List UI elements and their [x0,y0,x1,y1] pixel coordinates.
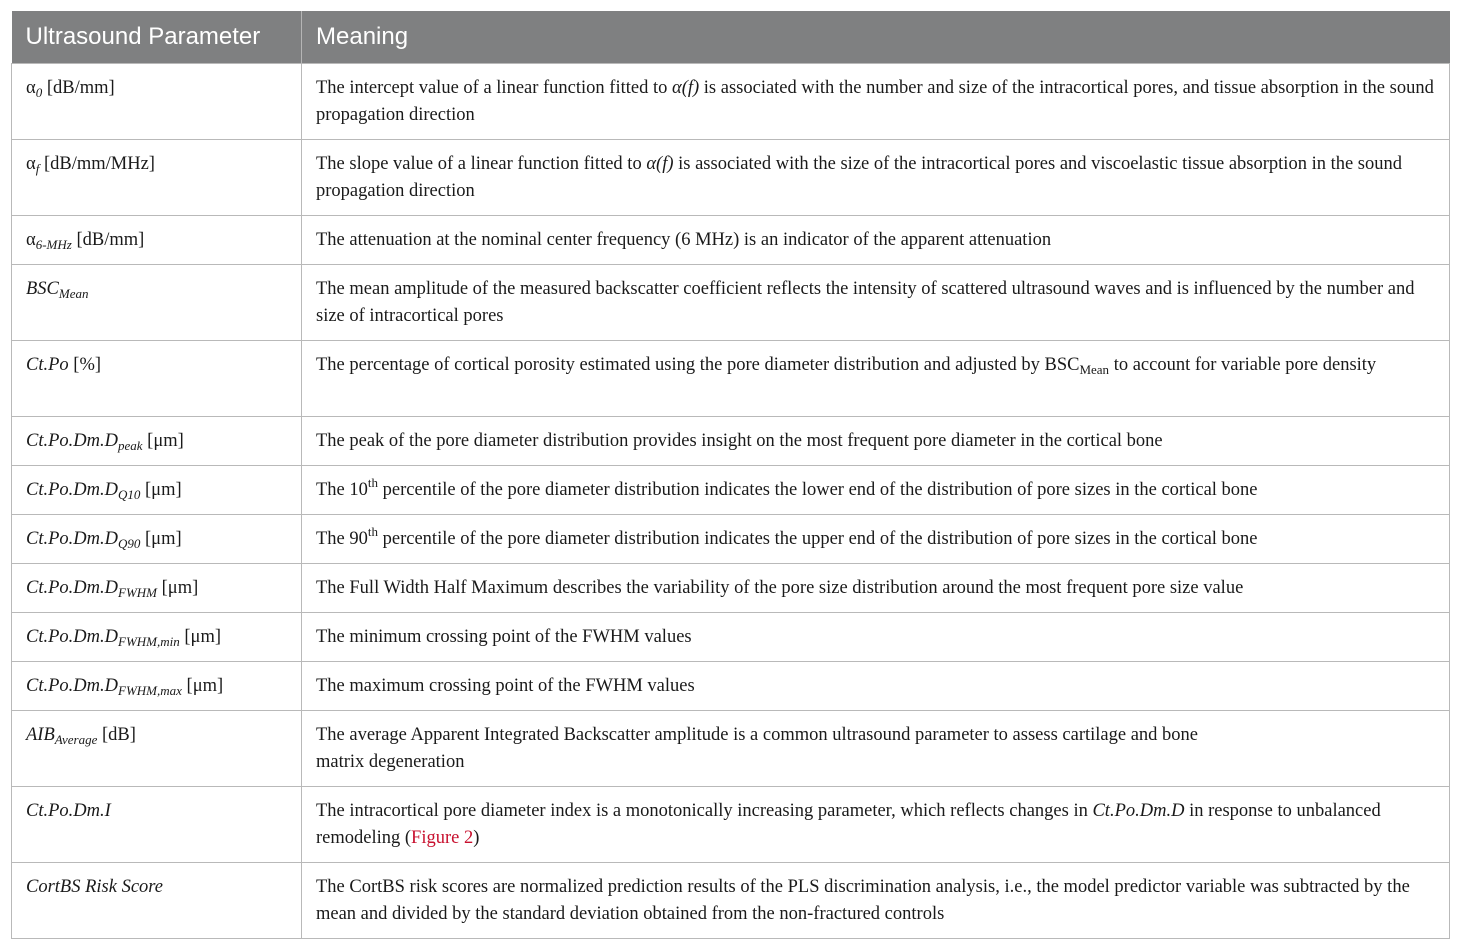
meaning-cell: The peak of the pore diameter distribution provides insight on the most frequent pore diameter in the cortical bone [302,417,1450,466]
parameter-cell: $Ct.Po.Dm.D_{peak}$ [μm] [12,417,302,466]
figure-2-link[interactable]: Figure 2 [411,828,474,848]
meaning-cell: The mean amplitude of the measured backscatter coefficient reflects the intensity of scattered ultrasound waves and is influenced by the number and size of intracortical pores [302,265,1450,341]
parameter-cell: $\alpha_{6-MHz}$ [dB/mm] [12,216,302,265]
meaning-cell: The average Apparent Integrated Backscatter amplitude is a common ultrasound parameter to assess cartilage and bone matrix degeneration [302,711,1450,787]
meaning-cell: The minimum crossing point of the FWHM values [302,613,1450,662]
parameter-cell: $Ct.Po.Dm.D_{Q10}$ [μm] [12,466,302,515]
parameter-table [11,11,1450,939]
table-row [12,140,1450,216]
meaning-cell: The maximum crossing point of the FWHM values [302,662,1450,711]
meaning-cell: The intracortical pore diameter index is a monotonically increasing parameter, which reflects changes in Ct.Po.Dm.D in response to unbalanced remodeling (Figure 2) [302,787,1450,863]
meaning-cell: The CortBS risk scores are normalized prediction results of the PLS discrimination analysis, i.e., the model predictor variable was subtracted by the mean and divided by the standard deviation obtained from the non-fractured controls [302,863,1450,939]
column-header-meaning: Meaning [302,11,1450,64]
parameter-cell: $Ct.Po.Dm.D_{Q90}$ [μm] [12,515,302,564]
parameter-cell: CortBS Risk Score [12,863,302,939]
parameter-cell: $BSC_{Mean}$ [12,265,302,341]
meaning-cell: The slope value of a linear function fitted to α(f) is associated with the size of the intracortical pores and viscoelastic tissue absorption in the sound propagation direction [302,140,1450,216]
meaning-cell: The Full Width Half Maximum describes the variability of the pore size distribution around the most frequent pore size value [302,564,1450,613]
parameter-cell: Ct.Po.Dm.I [12,787,302,863]
meaning-cell: The 90th percentile of the pore diameter distribution indicates the upper end of the distribution of pore sizes in the cortical bone [302,515,1450,564]
table-row [12,662,1450,711]
table-row [12,341,1450,417]
parameter-cell: $\alpha_0$ [dB/mm] [12,64,302,140]
table-row [12,216,1450,265]
table-row [12,417,1450,466]
meaning-cell: The attenuation at the nominal center frequency (6 MHz) is an indicator of the apparent attenuation [302,216,1450,265]
table-row [12,613,1450,662]
parameter-cell: $Ct.Po.Dm.D_{FWHM}$ [μm] [12,564,302,613]
table-row [12,787,1450,863]
table-row [12,515,1450,564]
table-row [12,64,1450,140]
parameter-cell: $AIB_{Average}$ [dB] [12,711,302,787]
parameter-cell: Ct.Po [%] [12,341,302,417]
parameter-cell: $Ct.Po.Dm.D_{FWHM,min}$ [μm] [12,613,302,662]
meaning-cell: The intercept value of a linear function fitted to α(f) is associated with the number and size of the intracortical pores, and tissue absorption in the sound propagation direction [302,64,1450,140]
meaning-cell: The 10th percentile of the pore diameter distribution indicates the lower end of the distribution of pore sizes in the cortical bone [302,466,1450,515]
table-row [12,265,1450,341]
parameter-cell: $Ct.Po.Dm.D_{FWHM,max}$ [μm] [12,662,302,711]
meaning-cell: The percentage of cortical porosity estimated using the pore diameter distribution and adjusted by $BSC_{Mean}$ to account for variable pore density [302,341,1450,417]
table-row [12,564,1450,613]
table-row [12,863,1450,939]
table-row [12,466,1450,515]
parameter-cell: $\alpha_f$ [dB/mm/MHz] [12,140,302,216]
column-header-parameter: Ultrasound Parameter [12,11,302,64]
header-row [12,11,1450,64]
table-row [12,711,1450,787]
